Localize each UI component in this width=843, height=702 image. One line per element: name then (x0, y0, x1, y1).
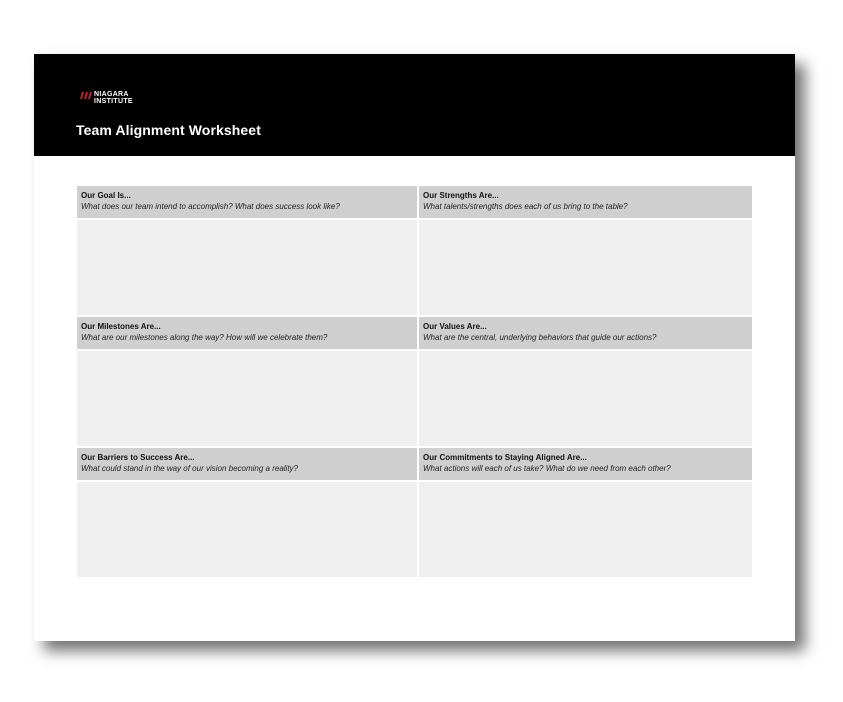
slash-mark-icon (80, 92, 92, 99)
header-banner (34, 54, 795, 156)
answer-area[interactable] (419, 482, 752, 579)
section-title: Our Commitments to Staying Aligned Are... (423, 453, 587, 462)
section-barriers (77, 448, 417, 579)
section-header (77, 448, 417, 482)
worksheet-title: Team Alignment Worksheet (76, 122, 261, 138)
section-prompt: What actions will each of us take? What do we need from each other? (423, 464, 671, 473)
section-title: Our Values Are... (423, 322, 487, 331)
section-header (419, 186, 752, 220)
section-title: Our Strengths Are... (423, 191, 499, 200)
section-header (77, 186, 417, 220)
section-milestones (77, 317, 417, 448)
section-values (417, 317, 752, 448)
section-prompt: What are our milestones along the way? How will we celebrate them? (81, 333, 328, 342)
section-goal (77, 186, 417, 317)
section-strengths (417, 186, 752, 317)
answer-area[interactable] (77, 220, 417, 317)
answer-area[interactable] (77, 351, 417, 448)
worksheet-grid (77, 186, 752, 579)
answer-area[interactable] (77, 482, 417, 579)
section-title: Our Barriers to Success Are... (81, 453, 195, 462)
answer-area[interactable] (419, 220, 752, 317)
section-prompt: What talents/strengths does each of us bring to the table? (423, 202, 628, 211)
section-title: Our Milestones Are... (81, 322, 161, 331)
worksheet-page (34, 54, 795, 641)
section-title: Our Goal Is... (81, 191, 131, 200)
niagara-institute-logo (80, 91, 133, 105)
section-commitments (417, 448, 752, 579)
answer-area[interactable] (419, 351, 752, 448)
logo-line-2: INSTITUTE (94, 98, 133, 105)
section-header (419, 317, 752, 351)
section-prompt: What does our team intend to accomplish? What does success look like? (81, 202, 340, 211)
logo-line-1: NIAGARA (94, 91, 129, 98)
section-header (419, 448, 752, 482)
section-header (77, 317, 417, 351)
section-prompt: What could stand in the way of our vision becoming a reality? (81, 464, 299, 473)
section-prompt: What are the central, underlying behaviors that guide our actions? (423, 333, 657, 342)
